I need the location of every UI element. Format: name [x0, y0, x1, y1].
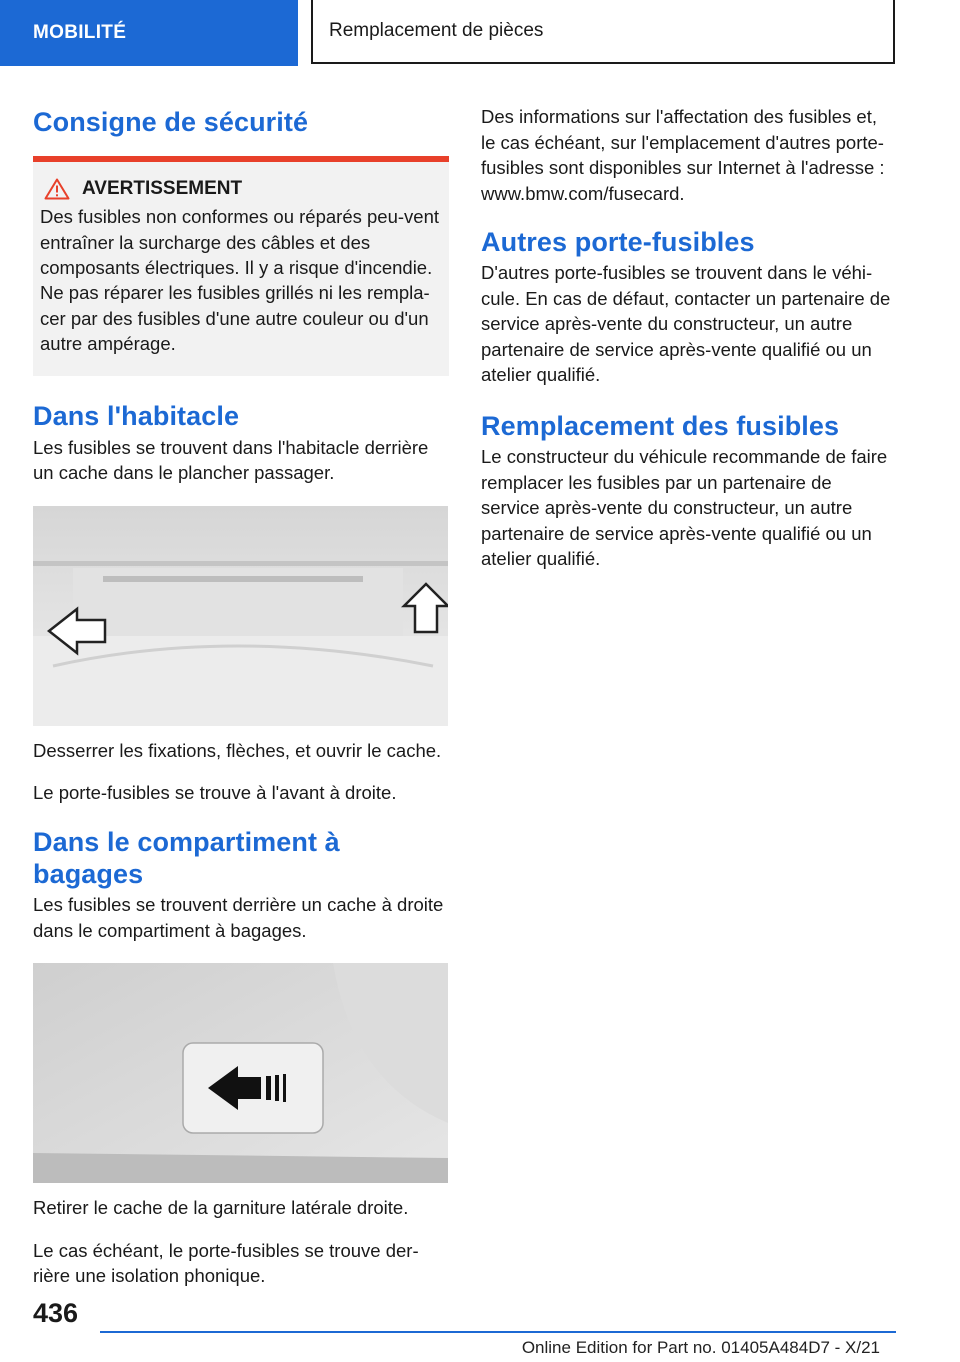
warning-triangle-icon: [44, 178, 70, 200]
remplacement-text: Le constructeur du véhicule recommande de faire remplacer les fusibles par un partenaire de service après-vente du constructeur, un autre partenaire de service après-vente qualifié ou un atelier qualifié.: [481, 446, 888, 570]
fusecard-info-text: Des informations sur l'affectation des fusibles et, le cas échéant, sur l'emplacement d'autres porte-fusibles sont disponibles sur Internet à l'adresse : www.bmw.com/fusecard.: [481, 106, 885, 204]
habitacle-location-text: Le porte-fusibles se trouve à l'avant à droite.: [33, 782, 397, 804]
page-number: 436: [33, 1298, 79, 1328]
habitacle-photo: [33, 506, 448, 726]
bagages-text: Les fusibles se trouvent derrière un cache à droite dans le compartiment à bagages.: [33, 894, 444, 941]
section-tab: MOBILITÉ: [0, 0, 298, 66]
warning-box: [33, 162, 449, 376]
edition-text: Online Edition for Part no. 01405A484D7 - X/21: [521, 1338, 880, 1357]
habitacle-heading: Dans l'habitacle: [33, 401, 240, 432]
right-column: [481, 104, 893, 572]
warning-label: AVERTISSEMENT: [82, 178, 243, 200]
bagages-photo: [33, 963, 448, 1183]
habitacle-text: Les fusibles se trouvent dans l'habitacle derrière un cache dans le plancher passager.: [33, 436, 429, 484]
warning-text: Des fusibles non conformes ou réparés peu-vent entraîner la surcharge des câbles et des composants électriques. Il y a risque d'incendie. Ne pas réparer les fusibles grillés ni les rempla-cer par des fusibles d'une autre couleur ou d'un autre ampérage.: [40, 206, 439, 354]
remplacement-heading: Remplacement des fusibles: [481, 410, 840, 441]
bagages-insulation-text: Le cas échéant, le porte-fusibles se trouve der-rière une isolation phonique.: [33, 1239, 419, 1287]
autres-heading: Autres porte-fusibles: [481, 227, 755, 257]
bagages-heading: Dans le compartiment à bagages: [33, 826, 340, 889]
chapter-title: Remplacement de pièces: [311, 0, 895, 64]
autres-text: D'autres porte-fusibles se trouvent dans le véhi-cule. En cas de défaut, contacter un partenaire de service après-vente du constructeur, un autre partenaire de service après-vente qualifié ou un atelier qualifié.: [481, 262, 891, 386]
footer-rule: [100, 1331, 896, 1333]
caption-habitacle: Desserrer les fixations, flèches, et ouvrir le cache.: [33, 739, 442, 761]
warning-header: [40, 178, 443, 200]
left-column: [33, 96, 449, 1289]
safety-heading: Consigne de sécurité: [33, 107, 309, 137]
caption-bagages: Retirer le cache de la garniture latérale droite.: [33, 1197, 409, 1219]
page-header: [0, 0, 960, 66]
